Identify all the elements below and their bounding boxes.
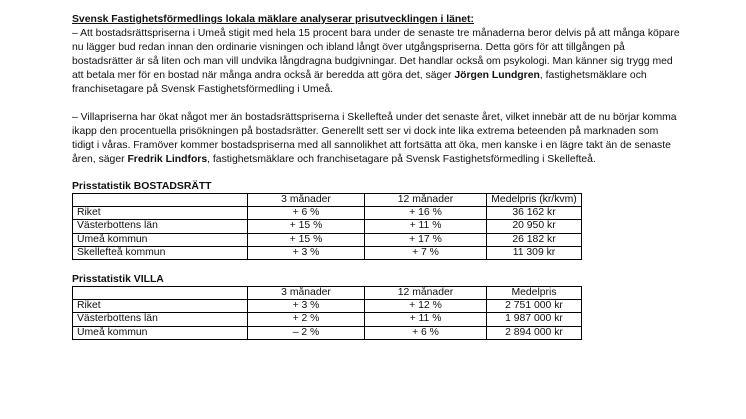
table-row: [73, 300, 582, 313]
quote-paragraph-umea: [72, 27, 682, 97]
change-12m-cell: + 6 %: [365, 326, 487, 339]
column-header: [73, 193, 248, 206]
change-12m-cell: + 12 %: [365, 300, 487, 313]
change-12m-cell: + 11 %: [365, 220, 487, 233]
column-header: Medelpris: [487, 286, 582, 299]
table-row: [73, 313, 582, 326]
change-3m-cell: + 15 %: [248, 233, 365, 246]
table-row: [73, 220, 582, 233]
average-price-cell: 1 987 000 kr: [487, 313, 582, 326]
person-name: Jörgen Lundgren: [454, 70, 540, 82]
price-table-villa: [72, 286, 582, 340]
average-price-cell: 2 894 000 kr: [487, 326, 582, 339]
section-heading: Svensk Fastighetsförmedlings lokala mäklare analyserar prisutvecklingen i länet:: [72, 14, 474, 25]
change-12m-cell: + 11 %: [365, 313, 487, 326]
change-3m-cell: + 6 %: [248, 207, 365, 220]
region-cell: Västerbottens län: [73, 220, 248, 233]
quote-attribution: , fastighetsmäklare och franchisetagare på Svensk Fastighetsförmedling i Umeå.: [72, 70, 647, 96]
average-price-cell: 2 751 000 kr: [487, 300, 582, 313]
change-3m-cell: + 3 %: [248, 246, 365, 259]
change-3m-cell: + 3 %: [248, 300, 365, 313]
column-header: 3 månader: [248, 286, 365, 299]
region-cell: Umeå kommun: [73, 233, 248, 246]
price-table-bostadsratt: [72, 193, 582, 260]
table-row: [73, 246, 582, 259]
column-header: 12 månader: [365, 193, 487, 206]
average-price-cell: 11 309 kr: [487, 246, 582, 259]
table-row: [73, 233, 582, 246]
column-header: 3 månader: [248, 193, 365, 206]
quote-text: – Villapriserna har ökat något mer än bostadsrättspriserna i Skellefteå under det senaste året, vilket innebär att de nu börjar komma ikapp den procentuella prisökningen på bostadsrätter. Generellt sett ser vi dock inte lika extrema beteenden på marknaden som tidigt i våras. Framöver kommer bostadspriserna med all sannolikhet att fortsätta att öka, men kanske i en lägre takt än de senaste åren, säger: [72, 111, 677, 165]
region-cell: Riket: [73, 300, 248, 313]
person-name: Fredrik Lindfors: [127, 153, 208, 165]
quote-attribution: , fastighetsmäklare och franchisetagare på Svensk Fastighetsförmedling i Skellefteå.: [207, 153, 596, 165]
column-header: [73, 286, 248, 299]
region-cell: Skellefteå kommun: [73, 246, 248, 259]
region-cell: Riket: [73, 207, 248, 220]
column-header: Medelpris (kr/kvm): [487, 193, 582, 206]
table-row: [73, 326, 582, 339]
table-title-villa: Prisstatistik VILLA: [72, 273, 164, 285]
table-header-row: [73, 286, 582, 299]
change-12m-cell: + 7 %: [365, 246, 487, 259]
column-header: 12 månader: [365, 286, 487, 299]
table-title-bostadsratt: Prisstatistik BOSTADSRÄTT: [72, 180, 212, 192]
quote-text: – Att bostadsrättspriserna i Umeå stigit med hela 15 procent bara under de senaste tre månaderna beror delvis på att många köpare nu lägger bud redan innan den ordinarie visningen och ibland långt över utgångspriserna. Detta görs för att tillgången på bostadsrätter är så liten och man vill undvika långdragna budgivningar. Det handlar också om psykologi. Man känner sig trygg med att betala mer för en bostad när många andra också är beredda att göra det, säger: [72, 28, 680, 82]
average-price-cell: 20 950 kr: [487, 220, 582, 233]
average-price-cell: 26 182 kr: [487, 233, 582, 246]
average-price-cell: 36 162 kr: [487, 207, 582, 220]
region-cell: Västerbottens län: [73, 313, 248, 326]
quote-paragraph-skelleftea: [72, 111, 682, 167]
change-12m-cell: + 17 %: [365, 233, 487, 246]
change-3m-cell: + 2 %: [248, 313, 365, 326]
region-cell: Umeå kommun: [73, 326, 248, 339]
table-header-row: [73, 193, 582, 206]
change-3m-cell: + 15 %: [248, 220, 365, 233]
change-12m-cell: + 16 %: [365, 207, 487, 220]
change-3m-cell: – 2 %: [248, 326, 365, 339]
table-row: [73, 207, 582, 220]
document-page: [72, 13, 682, 340]
